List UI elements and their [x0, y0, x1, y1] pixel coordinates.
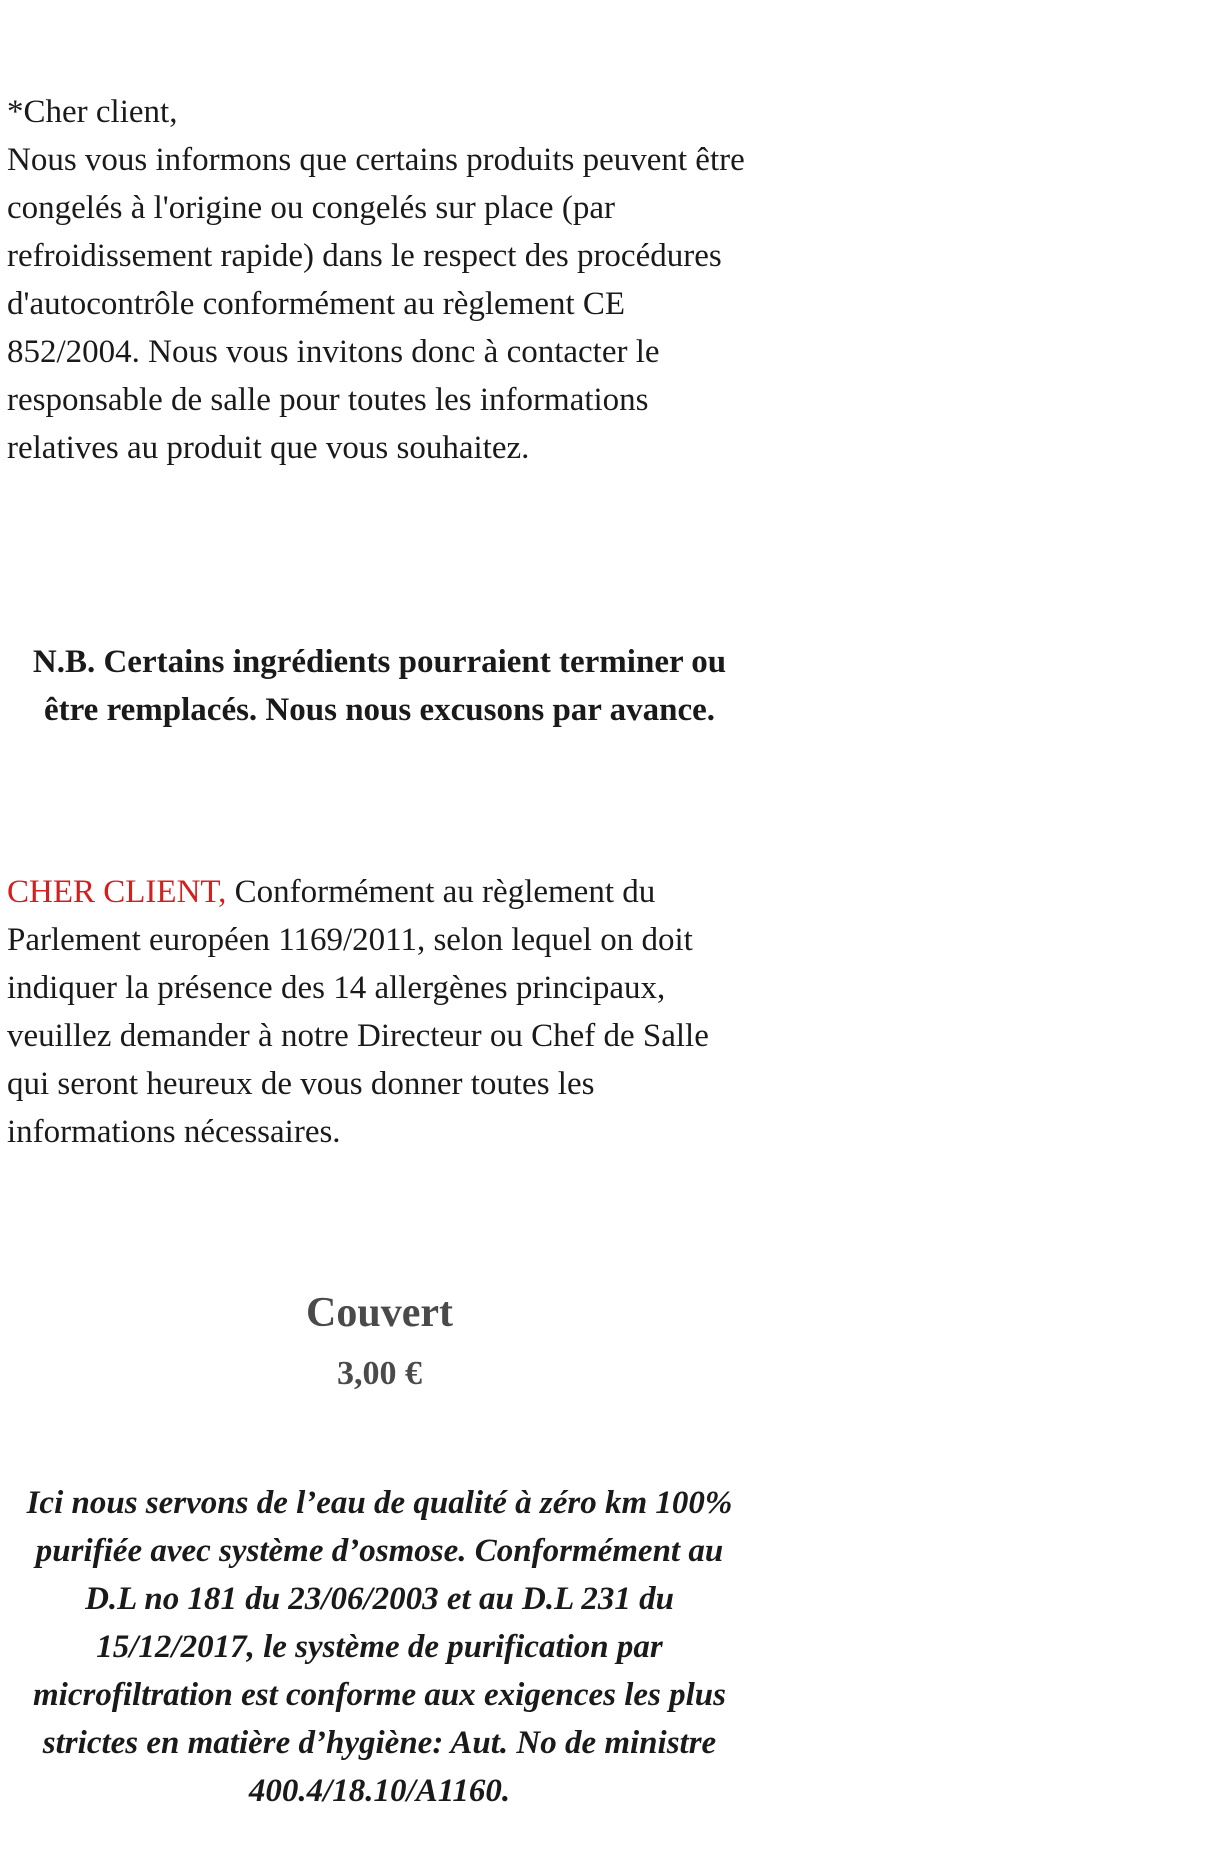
couvert-price: 3,00 € — [337, 1355, 422, 1392]
allergens-notice — [7, 868, 752, 1156]
intro-body: Nous vous informons que certains produits peuvent être congelés à l'origine ou congelés sur place (par refroidissement rapide) dans le respect des procédures d'autocontrôle conformément au règlement CE 852/2004. Nous vous invitons donc à contacter le responsable de salle pour toutes les informations relatives au produit que vous souhaitez. — [7, 142, 745, 466]
frozen-products-notice — [7, 88, 752, 472]
couvert-title: Couvert — [306, 1290, 453, 1336]
intro-greeting: *Cher client, — [7, 94, 178, 130]
allergens-lead: CHER CLIENT, — [7, 874, 227, 910]
nb-notice: N.B. Certains ingrédients pourraient terminer ou être remplacés. Nous nous excusons par avance. — [32, 644, 727, 728]
water-quality-notice: Ici nous servons de l’eau de qualité à zéro km 100% purifiée avec système d’osmose. Conformément au D.L no 181 du 23/06/2003 et au D.L 231 du 15/12/2017, le système de purification par microfiltration est conforme aux exigences les plus strictes en matière d’hygiène: Aut. No de ministre 400.4/18.10/A1160. — [26, 1485, 733, 1809]
allergens-body: Conformément au règlement du Parlement européen 1169/2011, selon lequel on doit indiquer la présence des 14 allergènes principaux, veuillez demander à notre Directeur ou Chef de Salle qui seront heureux de vous donner toutes les informations nécessaires. — [7, 874, 709, 1150]
